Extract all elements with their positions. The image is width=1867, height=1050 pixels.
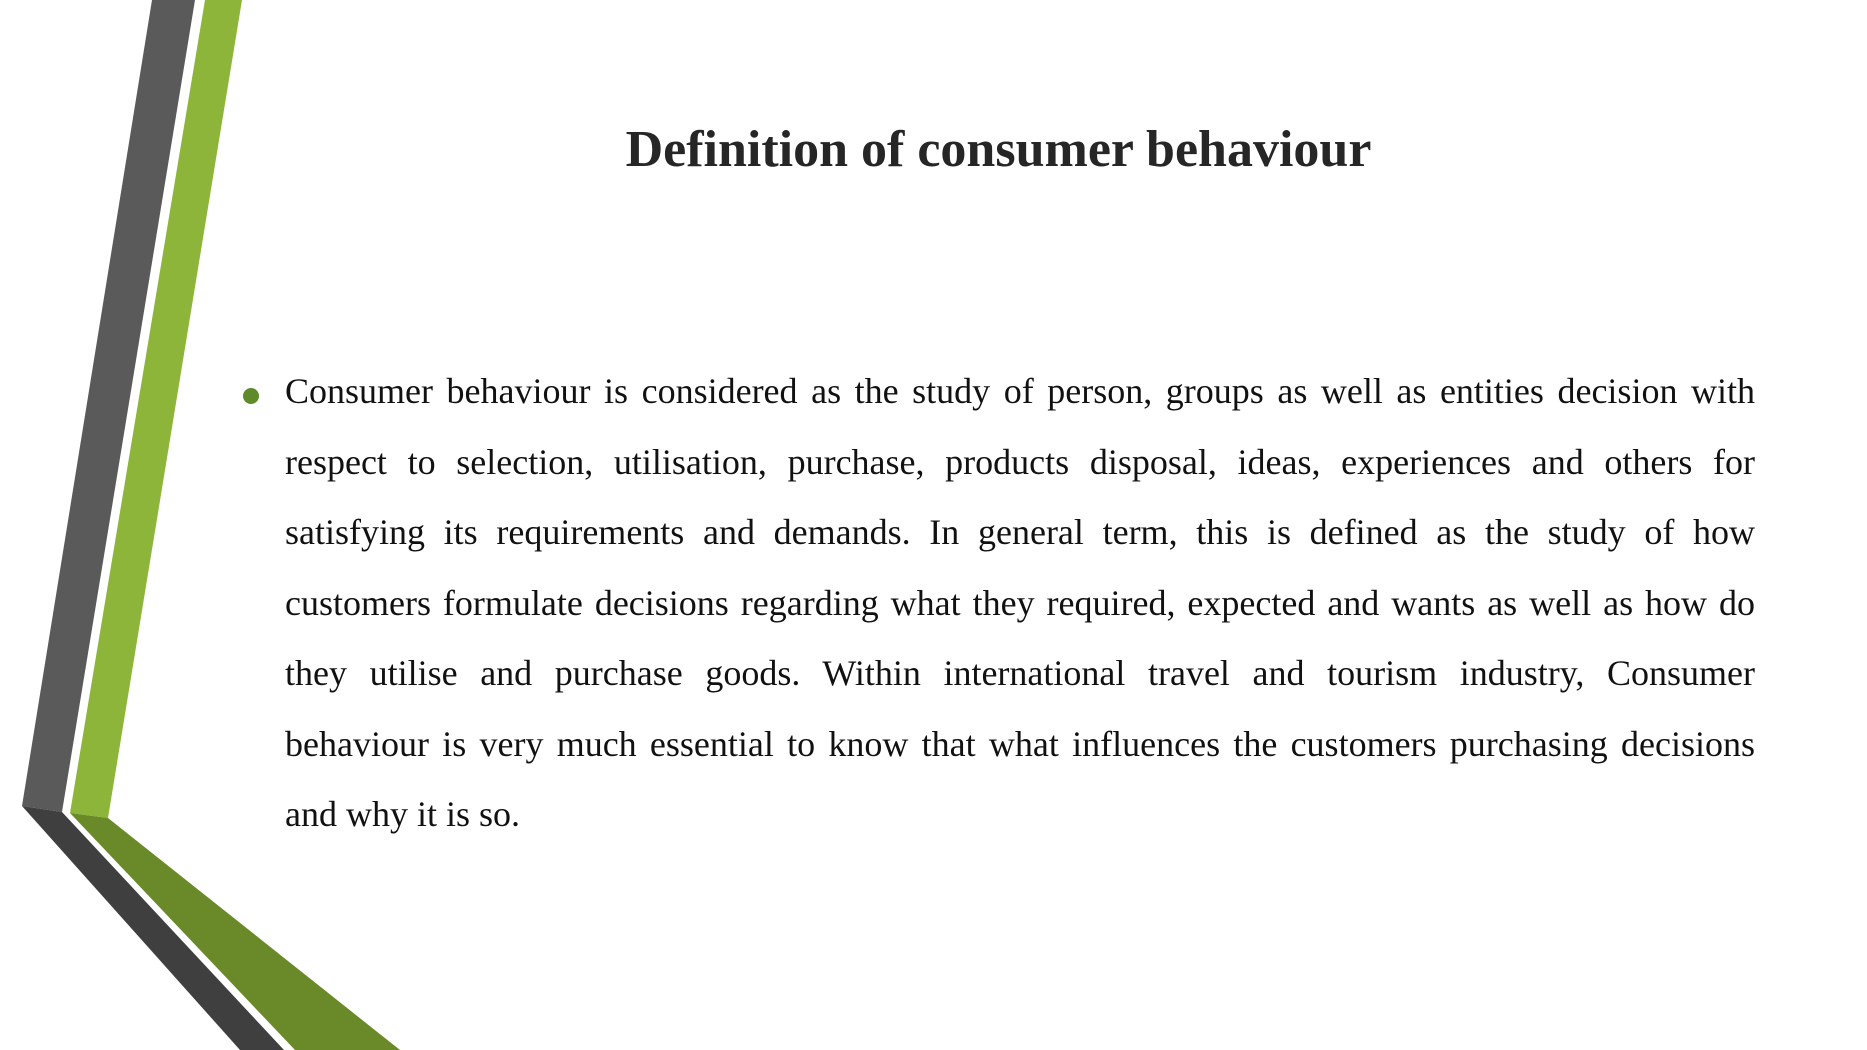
bullet-item [285, 356, 1755, 850]
slide-title: Definition of consumer behaviour [625, 121, 1372, 178]
bullet-dot-icon [243, 388, 259, 404]
bullet-text: Consumer behaviour is considered as the study of person, groups as well as entities decision with respect to selection, utilisation, purchase, products disposal, ideas, experiences and others for satisfying its requirements and demands. In general term, this is defined as the study of how customers formulate decisions regarding what they required, expected and wants as well as how do they utilise and purchase goods. Within international travel and tourism industry, Consumer behaviour is very much essential to know that what influences the customers purchasing decisions and why it is so. [285, 371, 1755, 834]
bullet-list [285, 356, 1755, 850]
